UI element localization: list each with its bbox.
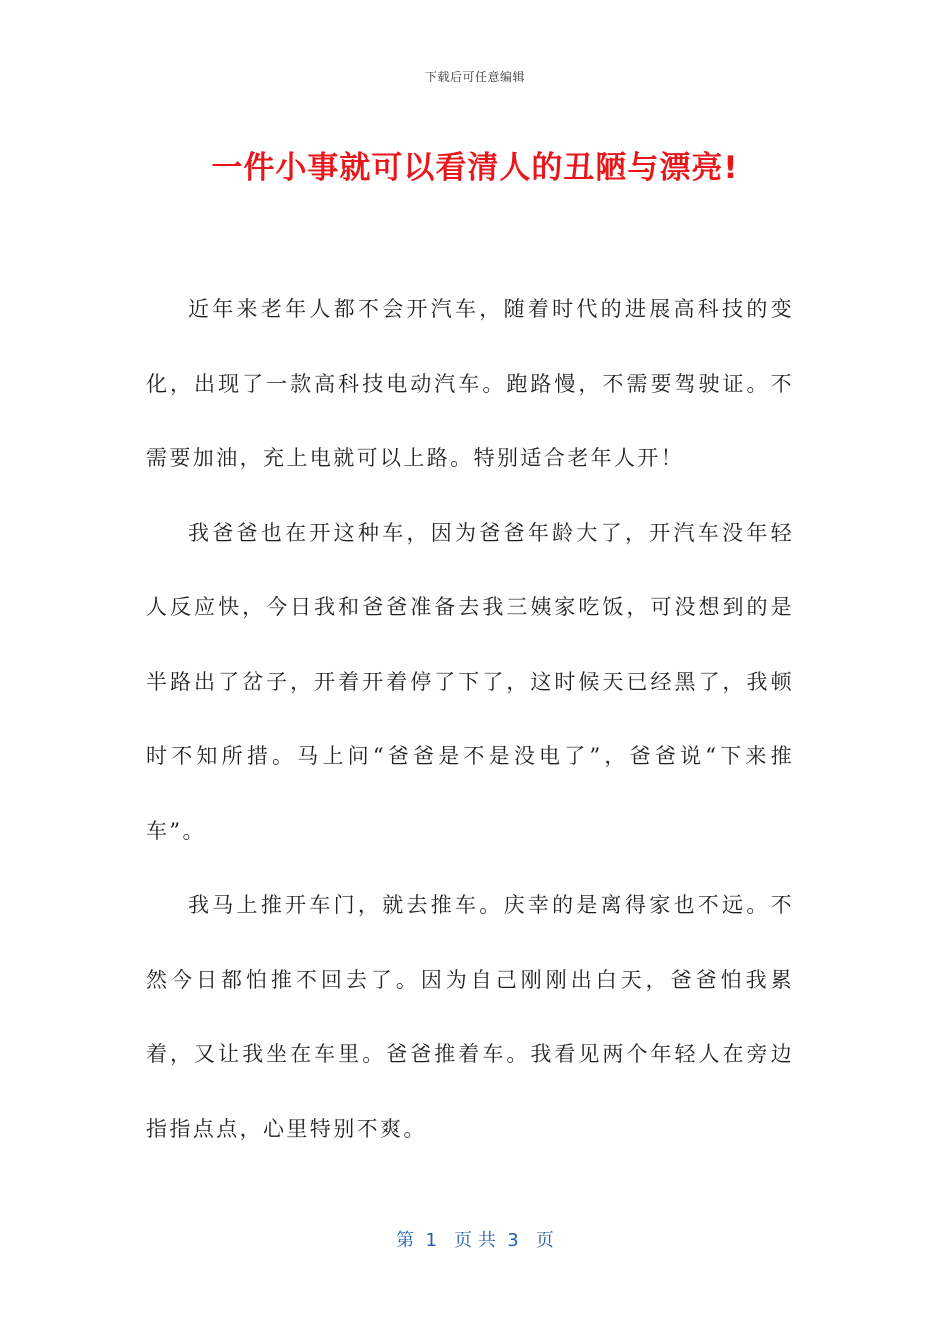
document-title: 一件小事就可以看清人的丑陋与漂亮! [211, 150, 739, 186]
paragraph-3: 我马上推开车门，就去推车。庆幸的是离得家也不远。不然今日都怕推不回去了。因为自己刚刚出白天，爸爸怕我累着，又让我坐在车里。爸爸推着车。我看见两个年轻人在旁边指指点点，心里特别不爽。 [146, 893, 794, 1141]
page-indicator: 第 1 页 共 3 页 [396, 1230, 554, 1251]
paragraph-1: 近年来老年人都不会开汽车，随着时代的进展高科技的变化，出现了一款高科技电动汽车。跑路慢，不需要驾驶证。不需要加油，充上电就可以上路。特别适合老年人开！ [146, 297, 794, 470]
paragraph-2: 我爸爸也在开这种车，因为爸爸年龄大了，开汽车没年轻人反应快，今日我和爸爸准备去我三姨家吃饭，可没想到的是半路出了岔子，开着开着停了下了，这时候天已经黑了，我顿时不知所措。马上问“爸爸是不是没电了”，爸爸说“下来推车”。 [146, 520, 794, 843]
header-note: 下载后可任意编辑 [424, 70, 525, 84]
document-body [146, 272, 794, 1166]
